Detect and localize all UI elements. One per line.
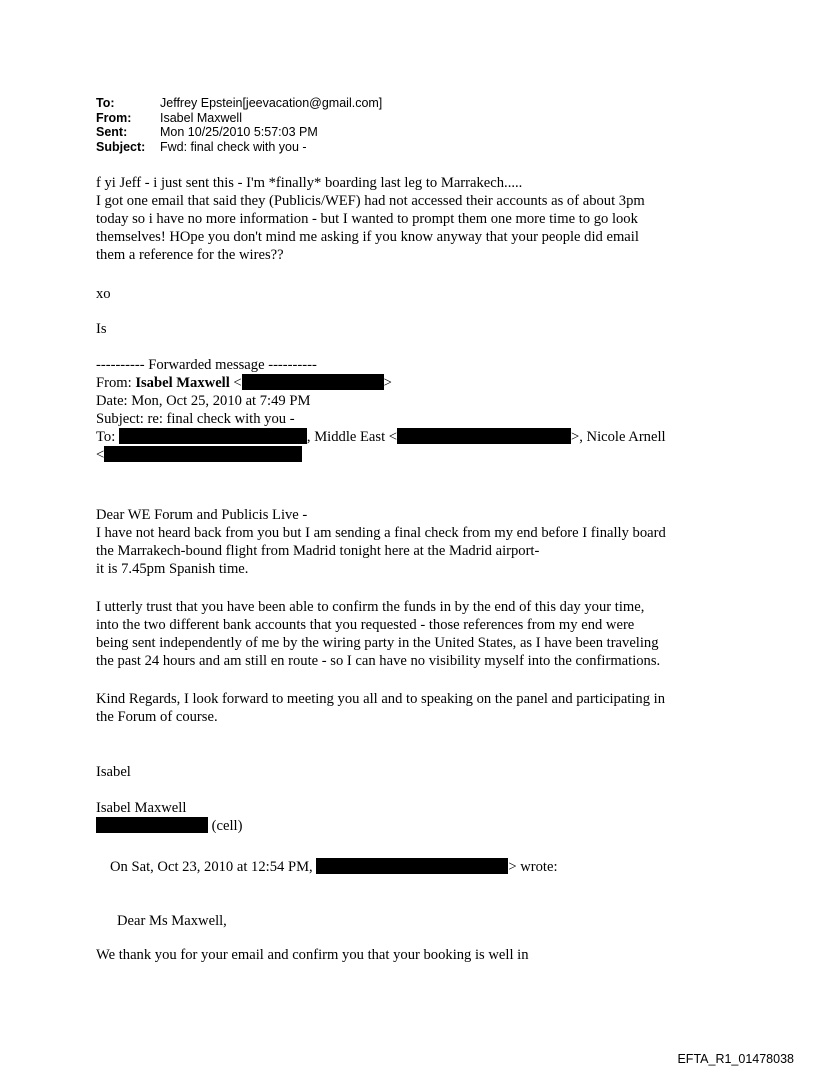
forward-from xyxy=(96,374,736,392)
sent-value: Mon 10/25/2010 5:57:03 PM xyxy=(160,125,318,139)
redaction-bar xyxy=(316,858,508,874)
redaction-bar xyxy=(96,817,208,833)
forward-to-prefix: To: xyxy=(96,429,119,445)
redaction-bar xyxy=(242,374,384,390)
to-value: Jeffrey Epstein[jeevacation@gmail.com] xyxy=(160,96,383,110)
quoted-wrote-text: > wrote: xyxy=(508,859,558,875)
para1-line: the Marrakech-bound flight from Madrid tonight here at the Madrid airport- xyxy=(96,543,540,559)
sign-first-text: Isabel xyxy=(96,764,131,780)
greeting-text: Dear WE Forum and Publicis Live - xyxy=(96,507,308,523)
to-label: To: xyxy=(96,96,115,110)
intro-sign xyxy=(96,320,736,338)
forward-divider: ---------- Forwarded message ---------- xyxy=(96,357,317,373)
forward-from-lt: < xyxy=(229,375,242,391)
sign-text: Is xyxy=(96,321,107,337)
quoted-body xyxy=(96,946,736,964)
letter-greeting xyxy=(96,506,736,578)
quoted-greeting-text: Dear Ms Maxwell, xyxy=(117,913,227,929)
intro-xo xyxy=(96,285,736,303)
from-value: Isabel Maxwell xyxy=(160,110,242,125)
forward-date: Date: Mon, Oct 25, 2010 at 7:49 PM xyxy=(96,393,311,409)
subject-label: Subject: xyxy=(96,139,146,154)
para2-line: the past 24 hours and am still en route - so I can have no visibility myself into the confirmations. xyxy=(96,653,661,669)
letter-paragraph-3 xyxy=(96,690,736,726)
para1-line: it is 7.45pm Spanish time. xyxy=(96,561,249,577)
header-from-row xyxy=(96,111,382,126)
para2-line: into the two different bank accounts that you requested - those references from my end were xyxy=(96,617,635,633)
quoted-body-text: We thank you for your email and confirm you that your booking is well in xyxy=(96,947,529,963)
quoted-on-text: On Sat, Oct 23, 2010 at 12:54 PM, xyxy=(110,859,317,875)
para2-line: being sent independently of me by the wiring party in the United States, as I have been traveling xyxy=(96,635,659,651)
forward-to-cont xyxy=(96,446,736,464)
intro-line: I got one email that said they (Publicis/WEF) had not accessed their accounts as of about 3pm xyxy=(96,193,645,209)
email-header xyxy=(96,96,382,154)
signature-cell xyxy=(96,817,736,835)
intro-line: them a reference for the wires?? xyxy=(96,247,284,263)
from-label: From: xyxy=(96,110,132,125)
redaction-bar xyxy=(104,446,302,462)
header-sent-row xyxy=(96,125,382,140)
redaction-bar xyxy=(119,428,307,444)
intro-line: themselves! HOpe you don't mind me asking if you know anyway that your people did email xyxy=(96,229,639,245)
letter-paragraph-2 xyxy=(96,598,736,670)
intro-line: today so i have no more information - but I wanted to prompt them one more time to go look xyxy=(96,211,638,227)
cell-label: (cell) xyxy=(208,818,243,834)
letter-sign-first xyxy=(96,763,736,781)
document-id: EFTA_R1_01478038 xyxy=(677,1052,794,1066)
forward-from-gt: > xyxy=(383,375,392,391)
para1-line: I have not heard back from you but I am sending a final check from my end before I finally board xyxy=(96,525,666,541)
intro-line: f yi Jeff - i just sent this - I'm *finally* boarding last leg to Marrakech..... xyxy=(96,175,523,191)
quoted-greeting xyxy=(117,912,757,930)
forwarded-header xyxy=(96,356,736,464)
xo-text: xo xyxy=(96,286,111,302)
quoted-attribution xyxy=(110,858,750,876)
forward-from-name: Isabel Maxwell xyxy=(135,375,230,391)
forward-subject: Subject: re: final check with you - xyxy=(96,411,295,427)
forward-to xyxy=(96,428,736,446)
letter-signature-block xyxy=(96,799,736,835)
quoted-on-line xyxy=(110,858,750,876)
para3-line: the Forum of course. xyxy=(96,709,218,725)
redaction-bar xyxy=(397,428,571,444)
forward-to-tail: >, Nicole Arnell xyxy=(571,429,666,445)
signature-name: Isabel Maxwell xyxy=(96,800,187,816)
header-subject-row xyxy=(96,140,382,155)
sent-label: Sent: xyxy=(96,125,128,139)
subject-value: Fwd: final check with you - xyxy=(160,139,307,154)
para3-line: Kind Regards, I look forward to meeting you all and to speaking on the panel and participating in xyxy=(96,691,666,707)
forward-from-prefix: From: xyxy=(96,375,136,391)
forward-to-lt: < xyxy=(96,447,105,463)
para2-line: I utterly trust that you have been able to confirm the funds in by the end of this day your time, xyxy=(96,599,645,615)
intro-paragraph xyxy=(96,174,736,264)
header-to-row xyxy=(96,96,382,111)
forward-to-middle: , Middle East < xyxy=(306,429,398,445)
